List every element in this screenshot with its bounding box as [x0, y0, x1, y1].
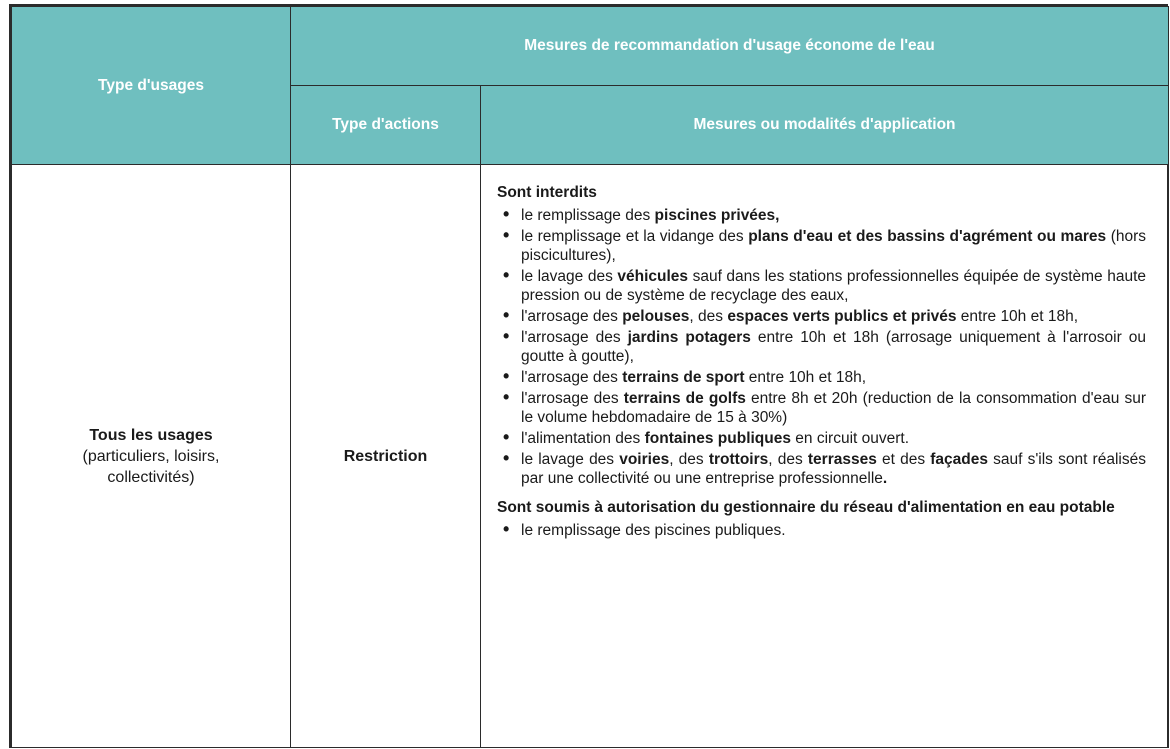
- measure-keyword: terrains de sport: [622, 369, 745, 386]
- measure-text: le remplissage des piscines publiques.: [521, 522, 786, 539]
- measure-keyword: véhicules: [617, 268, 689, 285]
- forbidden-item: [497, 227, 1146, 265]
- measure-text: le remplissage et la vidange des: [521, 228, 749, 245]
- measure-text: entre 10h et 18h,: [744, 369, 867, 386]
- measure-text: , des: [669, 451, 709, 468]
- measure-text: (hors piscicultures),: [521, 228, 1147, 264]
- header-measures-group: Mesures de recommandation d'usage économe de l'eau: [291, 7, 1169, 86]
- measure-text: , des: [768, 451, 808, 468]
- measure-keyword: terrains de golfs: [623, 390, 746, 407]
- measure-text: le lavage des: [521, 268, 618, 285]
- measure-keyword: plans d'eau et des bassins d'agrément ou mares: [748, 228, 1107, 245]
- measure-keyword: .: [882, 470, 888, 487]
- measure-text: entre 10h et 18h (arrosage uniquement à l'arrosoir ou goutte à goutte),: [521, 329, 1146, 365]
- measure-text: et des: [876, 451, 931, 468]
- forbidden-item: [497, 429, 1146, 448]
- forbidden-item: [497, 267, 1146, 305]
- usage-detail-line2: collectivités): [107, 468, 195, 486]
- measure-keyword: trottoirs: [708, 451, 769, 468]
- usage-detail-line1: (particuliers, loisirs,: [82, 447, 220, 465]
- forbidden-item: [497, 328, 1146, 366]
- usage-cell: [12, 165, 291, 748]
- usage-title: Tous les usages: [89, 426, 213, 444]
- forbidden-heading: Sont interdits: [497, 184, 597, 201]
- measure-keyword: terrasses: [807, 451, 877, 468]
- forbidden-item: [497, 368, 1146, 387]
- measure-text: l'arrosage des: [521, 390, 624, 407]
- measure-text: l'alimentation des: [521, 430, 645, 447]
- measure-text: , des: [689, 308, 728, 325]
- measures-table-frame: [9, 4, 1168, 748]
- measure-keyword: voiries: [619, 451, 670, 468]
- forbidden-list: [497, 206, 1146, 488]
- measure-text: entre 8h et 20h (reduction de la consommation d'eau sur le volume hebdomadaire de 15 à 30%): [521, 390, 1147, 426]
- measure-text: entre 10h et 18h,: [956, 308, 1079, 325]
- forbidden-item: [497, 389, 1146, 427]
- measure-keyword: façades: [930, 451, 988, 468]
- authorization-item: [497, 521, 1146, 540]
- forbidden-item: [497, 307, 1146, 326]
- forbidden-item: [497, 450, 1146, 488]
- measure-keyword: piscines privées,: [654, 207, 780, 224]
- measure-keyword: pelouses: [622, 308, 690, 325]
- measure-keyword: jardins potagers: [627, 329, 751, 346]
- header-type-usages: Type d'usages: [12, 7, 291, 165]
- measure-text: l'arrosage des: [521, 329, 628, 346]
- measure-keyword: fontaines publiques: [644, 430, 791, 447]
- authorization-heading: Sont soumis à autorisation du gestionnaire du réseau d'alimentation en eau potable: [497, 499, 1115, 516]
- water-measures-table: [11, 6, 1169, 748]
- forbidden-item: [497, 206, 1146, 225]
- measure-text: en circuit ouvert.: [791, 430, 910, 447]
- measure-text: l'arrosage des: [521, 369, 623, 386]
- header-modalites: Mesures ou modalités d'application: [481, 86, 1169, 165]
- measure-text: le lavage des: [521, 451, 620, 468]
- measure-keyword: espaces verts publics et privés: [727, 308, 957, 325]
- header-type-actions: Type d'actions: [291, 86, 481, 165]
- measure-text: l'arrosage des: [521, 308, 623, 325]
- measure-text: le remplissage des: [521, 207, 655, 224]
- measures-cell: [481, 165, 1169, 748]
- authorization-list: [497, 521, 1146, 540]
- measure-text: sauf dans les stations professionnelles équipée de système haute pression ou de système de recyclage des eaux,: [521, 268, 1146, 304]
- measure-text: sauf s'ils sont réalisés par une collectivité ou une entreprise professionnelle: [521, 451, 1146, 487]
- action-cell: Restriction: [291, 165, 481, 748]
